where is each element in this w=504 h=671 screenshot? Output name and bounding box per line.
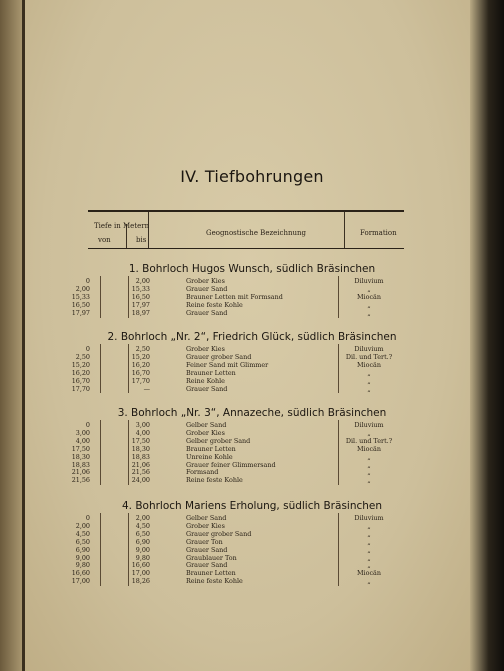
layer-formation: „ [367,468,371,477]
depth-to: 21,06 [131,460,150,469]
depth-from: 0 [85,345,90,353]
table-row [0,445,504,453]
depth-to: 16,20 [131,360,150,369]
table-row [0,285,504,293]
table-row [0,361,504,369]
depth-from: 6,90 [75,545,90,554]
section-title: 1. Bohrloch Hugos Wunsch, südlich Bräsinchen [128,263,376,275]
layer-formation: Miocän [357,360,381,369]
table-row [0,538,504,546]
table-row [0,453,504,461]
layer-description: Grauer grober Sand [186,352,252,361]
depth-to: 4,00 [135,428,150,437]
section-title: 4. Bohrloch Mariens Erholung, südlich Bräsinchen [121,500,383,512]
table-row [0,561,504,569]
table-row [0,293,504,301]
layer-description: Grauer Ton [186,537,223,546]
layer-description: Grauer Sand [186,561,228,570]
layer-description: Gelber Sand [186,421,227,429]
depth-to: 2,50 [135,345,150,353]
table-row [0,369,504,377]
section-title: 2. Bohrloch „Nr. 2“, Friedrich Glück, südlich Bräsinchen [107,331,397,343]
depth-from: 17,50 [71,444,90,453]
table-row [0,522,504,530]
depth-to: 16,70 [131,368,150,377]
depth-to: 16,50 [131,292,150,301]
table-row [0,476,504,484]
header-divider-description [148,212,149,248]
layer-description: Grauer feiner Glimmersand [186,460,276,469]
layer-description: Grauer grober Sand [186,529,252,538]
depth-to: 9,00 [135,545,150,554]
table-row [0,437,504,445]
depth-from: 16,50 [71,300,90,309]
layer-description: Brauner Letten [186,444,236,453]
header-description-label: Geognostische Bezeichnung [206,229,306,237]
depth-from: 17,00 [71,577,90,586]
depth-from: 17,70 [71,384,90,393]
layer-formation: Diluvium [354,277,384,285]
depth-from: 2,50 [75,352,90,361]
table-row [0,309,504,317]
depth-to: 18,30 [131,444,150,453]
depth-to: 16,60 [131,561,150,570]
depth-from: 9,00 [75,553,90,562]
depth-to: 24,00 [131,476,150,485]
depth-from: 16,70 [71,376,90,385]
depth-from: 15,20 [71,360,90,369]
table-row [0,554,504,562]
layer-formation: „ [367,376,371,385]
table-row [0,301,504,309]
layer-formation: Dil. und Tert.? [345,436,393,445]
depth-from: 21,56 [71,476,90,485]
depth-to: 15,20 [131,352,150,361]
layer-formation: „ [367,537,371,546]
depth-from: 18,30 [71,452,90,461]
depth-from: 16,60 [71,569,90,578]
table-header [88,210,404,249]
layer-formation: „ [367,300,371,309]
layer-formation: „ [367,460,371,469]
table-row [0,421,504,429]
table-row [0,345,504,353]
layer-description: Grauer Sand [186,308,228,317]
layer-description: Reine feste Kohle [186,577,243,586]
table-row [0,546,504,554]
depth-from: 3,00 [75,428,90,437]
depth-from: 21,06 [71,468,90,477]
layer-formation: „ [367,577,371,586]
layer-description: Unreine Kohle [186,452,233,461]
layer-formation: „ [367,308,371,317]
depth-to: 18,26 [131,577,150,586]
layer-description: Reine feste Kohle [186,476,243,485]
header-divider-formation [344,212,345,248]
layer-formation: Diluvium [354,345,384,353]
layer-formation: „ [367,476,371,485]
layer-description: Brauner Letten [186,368,236,377]
layer-formation: „ [367,529,371,538]
depth-from: 4,00 [75,436,90,445]
depth-to: 2,00 [135,514,150,522]
depth-to: 9,80 [135,553,150,562]
table-row [0,514,504,522]
table-row [0,429,504,437]
layer-description: Grauer Sand [186,384,228,393]
depth-from: 2,00 [75,284,90,293]
layer-description: Formsand [186,468,219,477]
layer-description: Graublauer Ton [186,553,237,562]
depth-to: 6,50 [135,529,150,538]
layer-formation: Diluvium [354,421,384,429]
table-row [0,577,504,585]
layer-description: Grauer Sand [186,545,228,554]
depth-to: 4,50 [135,521,150,530]
depth-from: 17,97 [71,308,90,317]
depth-from: 4,50 [75,529,90,538]
layer-formation: Miocän [357,569,381,578]
layer-description: Grober Kies [186,277,225,285]
layer-formation: „ [367,545,371,554]
layer-formation: Miocän [357,292,381,301]
layer-formation: „ [367,368,371,377]
depth-to: 18,83 [131,452,150,461]
depth-from: 16,20 [71,368,90,377]
layer-description: Gelber grober Sand [186,436,251,445]
layer-formation: „ [367,284,371,293]
depth-from: 18,83 [71,460,90,469]
table-row [0,569,504,577]
layer-formation: „ [367,561,371,570]
depth-from: 15,33 [71,292,90,301]
depth-from: 9,80 [75,561,90,570]
depth-to: 17,70 [131,376,150,385]
layer-description: Grober Kies [186,345,225,353]
layer-description: Grober Kies [186,521,225,530]
table-row [0,461,504,469]
depth-to: 17,50 [131,436,150,445]
depth-to: 15,33 [131,284,150,293]
layer-formation: Miocän [357,444,381,453]
layer-formation: „ [367,553,371,562]
layer-description: Grauer Sand [186,284,228,293]
depth-to: 18,97 [131,308,150,317]
depth-from: 0 [85,514,90,522]
table-row [0,468,504,476]
layer-formation: „ [367,521,371,530]
layer-description: Feiner Sand mit Glimmer [186,360,269,369]
header-depth-label: Tiefe in Metern [94,222,150,230]
depth-to: 6,90 [135,537,150,546]
layer-formation: Dil. und Tert.? [345,352,393,361]
header-from-label: von [98,236,111,244]
depth-to: 3,00 [135,421,150,429]
section-title: 3. Bohrloch „Nr. 3“, Annazeche, südlich Bräsinchen [117,407,387,419]
layer-formation: „ [367,384,371,393]
header-formation-label: Formation [360,229,397,237]
table-row [0,385,504,393]
depth-to: — [143,384,150,393]
layer-description: Grober Kies [186,428,225,437]
page-title: IV. Tiefbohrungen [180,167,324,186]
depth-from: 2,00 [75,521,90,530]
table-row [0,353,504,361]
depth-to: 17,97 [131,300,150,309]
layer-formation: Diluvium [354,514,384,522]
layer-description: Brauner Letten [186,569,236,578]
table-row [0,377,504,385]
depth-to: 17,00 [131,569,150,578]
layer-formation: „ [367,428,371,437]
layer-description: Reine Kohle [186,376,225,385]
depth-from: 0 [85,277,90,285]
depth-to: 2,00 [135,277,150,285]
table-row [0,277,504,285]
depth-from: 0 [85,421,90,429]
layer-description: Reine feste Kohle [186,300,243,309]
layer-description: Brauner Letten mit Formsand [186,292,283,301]
depth-from: 6,50 [75,537,90,546]
layer-formation: „ [367,452,371,461]
table-row [0,530,504,538]
layer-description: Gelber Sand [186,514,227,522]
depth-to: 21,56 [131,468,150,477]
header-to-label: bis [136,236,147,244]
